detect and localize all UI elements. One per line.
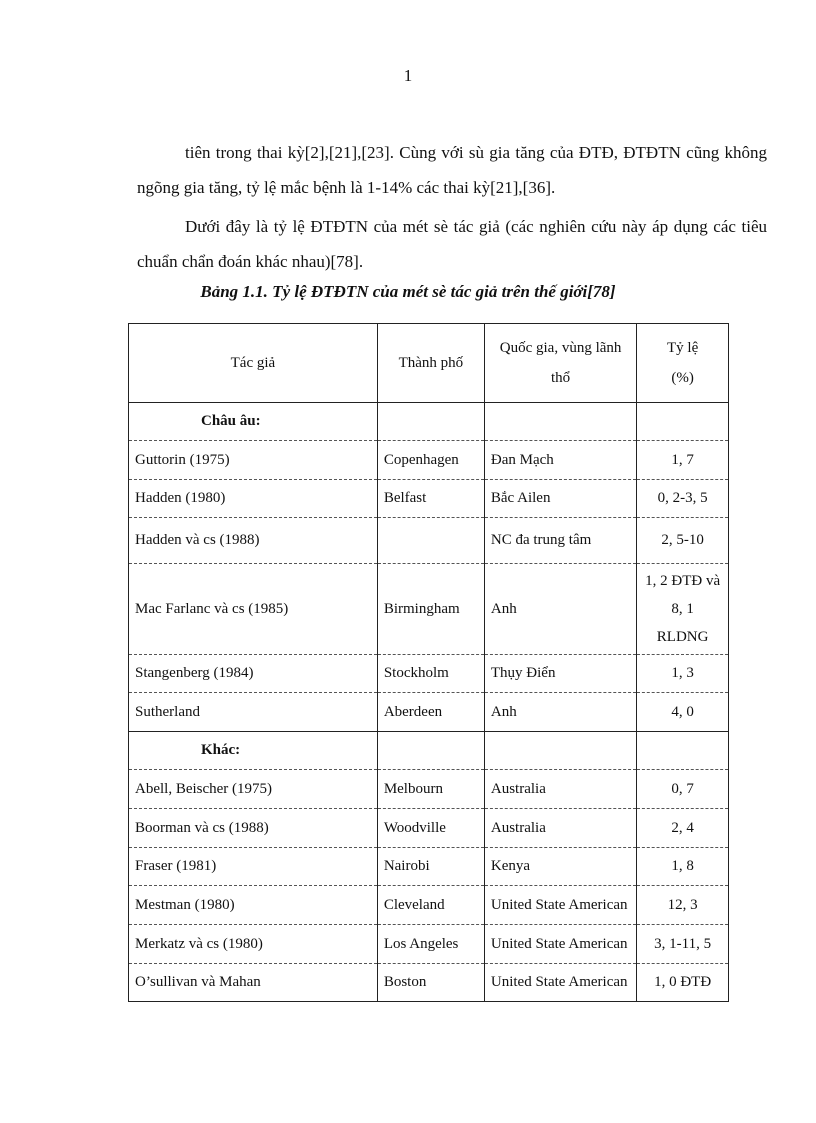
cell-rate: 12, 3 <box>637 886 729 925</box>
cell-rate: 0, 7 <box>637 770 729 809</box>
cell-author: Hadden (1980) <box>129 480 378 518</box>
cell-country: Đan Mạch <box>484 441 636 480</box>
table-row <box>129 518 729 564</box>
cell-country: Bắc Ailen <box>484 480 636 518</box>
cell-rate: 1, 7 <box>637 441 729 480</box>
cell-city: Belfast <box>377 480 484 518</box>
table-row <box>129 564 729 655</box>
table-row <box>129 809 729 848</box>
cell-city: Cleveland <box>377 886 484 925</box>
cell-city: Aberdeen <box>377 693 484 732</box>
cell-rate: 1, 0 ĐTĐ <box>637 964 729 1002</box>
cell-country: Australia <box>484 770 636 809</box>
cell-city: Boston <box>377 964 484 1002</box>
cell-author: Fraser (1981) <box>129 848 378 886</box>
cell-city: Nairobi <box>377 848 484 886</box>
table-row <box>129 848 729 886</box>
group-label-europe: Châu âu: <box>129 403 378 441</box>
table-caption: Bảng 1.1. Tỷ lệ ĐTĐTN của mét sè tác giả trên thế giới[78] <box>200 282 616 301</box>
cell-city <box>377 518 484 564</box>
cell-author: Mestman (1980) <box>129 886 378 925</box>
rates-table <box>128 323 729 1002</box>
empty-cell <box>637 403 729 441</box>
cell-author: Mac Farlanc và cs (1985) <box>129 564 378 655</box>
cell-country: United State American <box>484 925 636 964</box>
table-row <box>129 886 729 925</box>
cell-city: Birmingham <box>377 564 484 655</box>
cell-rate: 2, 4 <box>637 809 729 848</box>
cell-rate: 4, 0 <box>637 693 729 732</box>
empty-cell <box>377 403 484 441</box>
cell-rate-line: 1, 2 ĐTĐ và <box>645 573 721 589</box>
table-row <box>129 655 729 693</box>
cell-country: Anh <box>484 564 636 655</box>
cell-country: Australia <box>484 809 636 848</box>
empty-cell <box>484 403 636 441</box>
cell-author: Guttorin (1975) <box>129 441 378 480</box>
cell-author: Merkatz và cs (1980) <box>129 925 378 964</box>
cell-author: Abell, Beischer (1975) <box>129 770 378 809</box>
table-row <box>129 925 729 964</box>
empty-cell <box>637 732 729 770</box>
table-row <box>129 693 729 732</box>
header-country: Quốc gia, vùng lãnh thổ <box>484 324 636 403</box>
cell-country: United State American <box>484 886 636 925</box>
cell-rate: 1, 3 <box>637 655 729 693</box>
paragraph-1: tiên trong thai kỳ[2],[21],[23]. Cùng với sù gia tăng của ĐTĐ, ĐTĐTN cũng không ngõng gia tăng, tỷ lệ mắc bệnh là 1-14% các thai kỳ[21],[36]. <box>137 143 767 197</box>
cell-country: Anh <box>484 693 636 732</box>
cell-rate: 1, 8 <box>637 848 729 886</box>
group-label-other: Khác: <box>129 732 378 770</box>
table-row <box>129 480 729 518</box>
header-city: Thành phố <box>377 324 484 403</box>
cell-city: Copenhagen <box>377 441 484 480</box>
cell-country: United State American <box>484 964 636 1002</box>
cell-country: Thụy Điển <box>484 655 636 693</box>
cell-rate-line: 8, 1 <box>671 601 694 617</box>
cell-author: Stangenberg (1984) <box>129 655 378 693</box>
cell-city: Melbourn <box>377 770 484 809</box>
cell-rate: 2, 5-10 <box>637 518 729 564</box>
cell-rate: 3, 1-11, 5 <box>637 925 729 964</box>
table-row <box>129 964 729 1002</box>
table-header-row <box>129 324 729 403</box>
cell-rate: 0, 2-3, 5 <box>637 480 729 518</box>
cell-author: Hadden và cs (1988) <box>129 518 378 564</box>
cell-author: Boorman và cs (1988) <box>129 809 378 848</box>
cell-author: Sutherland <box>129 693 378 732</box>
cell-rate <box>637 564 729 655</box>
cell-city: Los Angeles <box>377 925 484 964</box>
empty-cell <box>377 732 484 770</box>
page-number: 1 <box>403 66 413 85</box>
cell-author: O’sullivan và Mahan <box>129 964 378 1002</box>
cell-city: Woodville <box>377 809 484 848</box>
header-rate-line1: Tỷ lệ <box>667 340 699 356</box>
header-rate <box>637 324 729 403</box>
header-author: Tác giả <box>129 324 378 403</box>
header-rate-line2: (%) <box>671 370 694 386</box>
cell-country: Kenya <box>484 848 636 886</box>
paragraph-2: Dưới đây là tỷ lệ ĐTĐTN của mét sè tác giả (các nghiên cứu này áp dụng các tiêu chuẩn chẩn đoán khác nhau)[78]. <box>137 217 767 271</box>
group-row-europe <box>129 403 729 441</box>
empty-cell <box>484 732 636 770</box>
group-row-other <box>129 732 729 770</box>
table-row <box>129 770 729 809</box>
table-row <box>129 441 729 480</box>
cell-city: Stockholm <box>377 655 484 693</box>
cell-country: NC đa trung tâm <box>484 518 636 564</box>
cell-rate-line: RLDNG <box>656 629 709 645</box>
